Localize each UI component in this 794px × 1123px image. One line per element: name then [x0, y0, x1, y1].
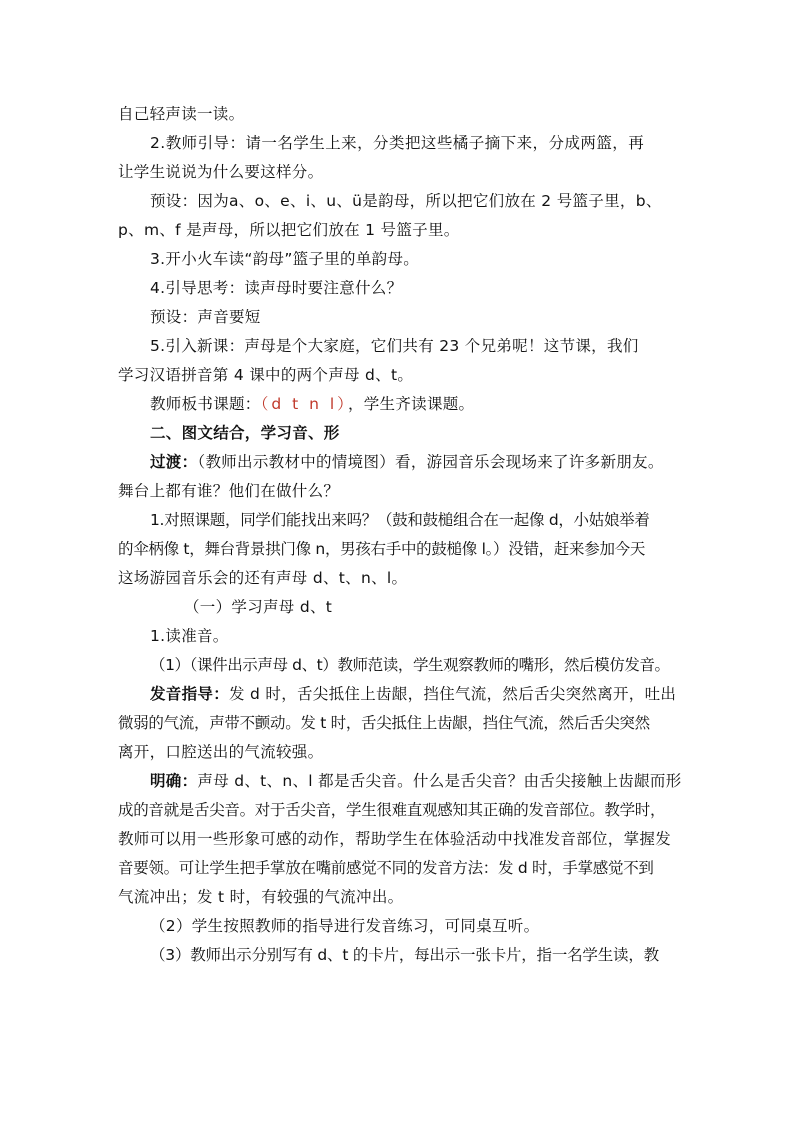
text-line: 3.开小火车读“韵母”篮子里的单韵母。	[150, 250, 420, 268]
text-line	[150, 684, 676, 704]
subsection-heading: （一）学习声母 d、t	[184, 598, 333, 616]
text-line: 成的音就是舌尖音。对于舌尖音，学生很难直观感知其正确的发音部位。教学时，	[118, 801, 666, 819]
text-span: 教师板书课题：	[150, 395, 261, 413]
text-line	[150, 394, 474, 414]
text-span: 声母 d、t、n、l 都是舌尖音。什么是舌尖音？由舌尖接触上齿龈而形	[197, 772, 682, 790]
text-line: 自己轻声读一读。	[118, 105, 245, 123]
text-line: 气流冲出；发 t 时，有较强的气流冲出。	[118, 888, 404, 906]
text-line: 学习汉语拼音第 4 课中的两个声母 d、t。	[118, 366, 414, 384]
bold-label: 过渡：	[150, 453, 198, 471]
text-line: 让学生说说为什么要这样分。	[118, 163, 324, 181]
text-line: 5.引入新课：声母是个大家庭，它们共有 23 个兄弟呢！这节课，我们	[150, 337, 639, 355]
text-line: （3）教师出示分别写有 d、t 的卡片，每出示一张卡片，指一名学生读，教	[150, 946, 659, 964]
text-span: 发 d 时，舌尖抵住上齿龈，挡住气流，然后舌尖突然离开，吐出	[229, 685, 677, 703]
text-span: （教师出示教材中的情境图）看，游园音乐会现场来了许多新朋友。	[197, 453, 664, 471]
text-line: 预设：因为a、o、e、i、u、ü是韵母，所以把它们放在 2 号篮子里，b、	[150, 192, 662, 210]
text-line: （1）（课件出示声母 d、t）教师范读，学生观察教师的嘴形，然后模仿发音。	[150, 656, 670, 674]
text-line: 微弱的气流，声带不颤动。发 t 时，舌尖抵住上齿龈，挡住气流，然后舌尖突然	[118, 714, 650, 732]
text-line: 音要领。可让学生把手掌放在嘴前感觉不同的发音方法：发 d 时，手掌感觉不到	[118, 859, 654, 877]
text-span: ，学生齐读课题。	[347, 395, 475, 413]
text-line: 2.教师引导：请一名学生上来，分类把这些橘子摘下来，分成两篮，再	[150, 134, 645, 152]
text-line: 1.对照课题，同学们能找出来吗？（鼓和鼓槌组合在一起像 d，小姑娘举着	[150, 511, 650, 529]
text-line	[150, 771, 682, 791]
text-line: 1.读准音。	[150, 627, 229, 645]
text-line: 4.引导思考：读声母时要注意什么？	[150, 279, 403, 297]
text-line: p、m、f 是声母，所以把它们放在 1 号篮子里。	[118, 221, 460, 239]
text-line: 舞台上都有谁？他们在做什么？	[118, 482, 340, 500]
text-line: 预设：声音要短	[150, 308, 261, 326]
text-line	[150, 452, 664, 472]
text-line: 教师可以用一些形象可感的动作，帮助学生在体验活动中找准发音部位，掌握发	[118, 830, 672, 848]
section-heading: 二、图文结合，学习音、形	[150, 424, 340, 442]
lesson-title-letters: （d t n l）	[260, 395, 348, 413]
bold-label: 发音指导：	[150, 685, 230, 703]
bold-label: 明确：	[150, 772, 198, 790]
text-line: 这场游园音乐会的还有声母 d、t、n、l。	[118, 569, 408, 587]
text-line: 的伞柄像 t，舞台背景拱门像 n，男孩右手中的鼓槌像 l。）没错，赶来参加今天	[118, 540, 646, 558]
text-line: 离开，口腔送出的气流较强。	[118, 743, 324, 761]
text-line: （2）学生按照教师的指导进行发音练习，可同桌互听。	[150, 917, 540, 935]
